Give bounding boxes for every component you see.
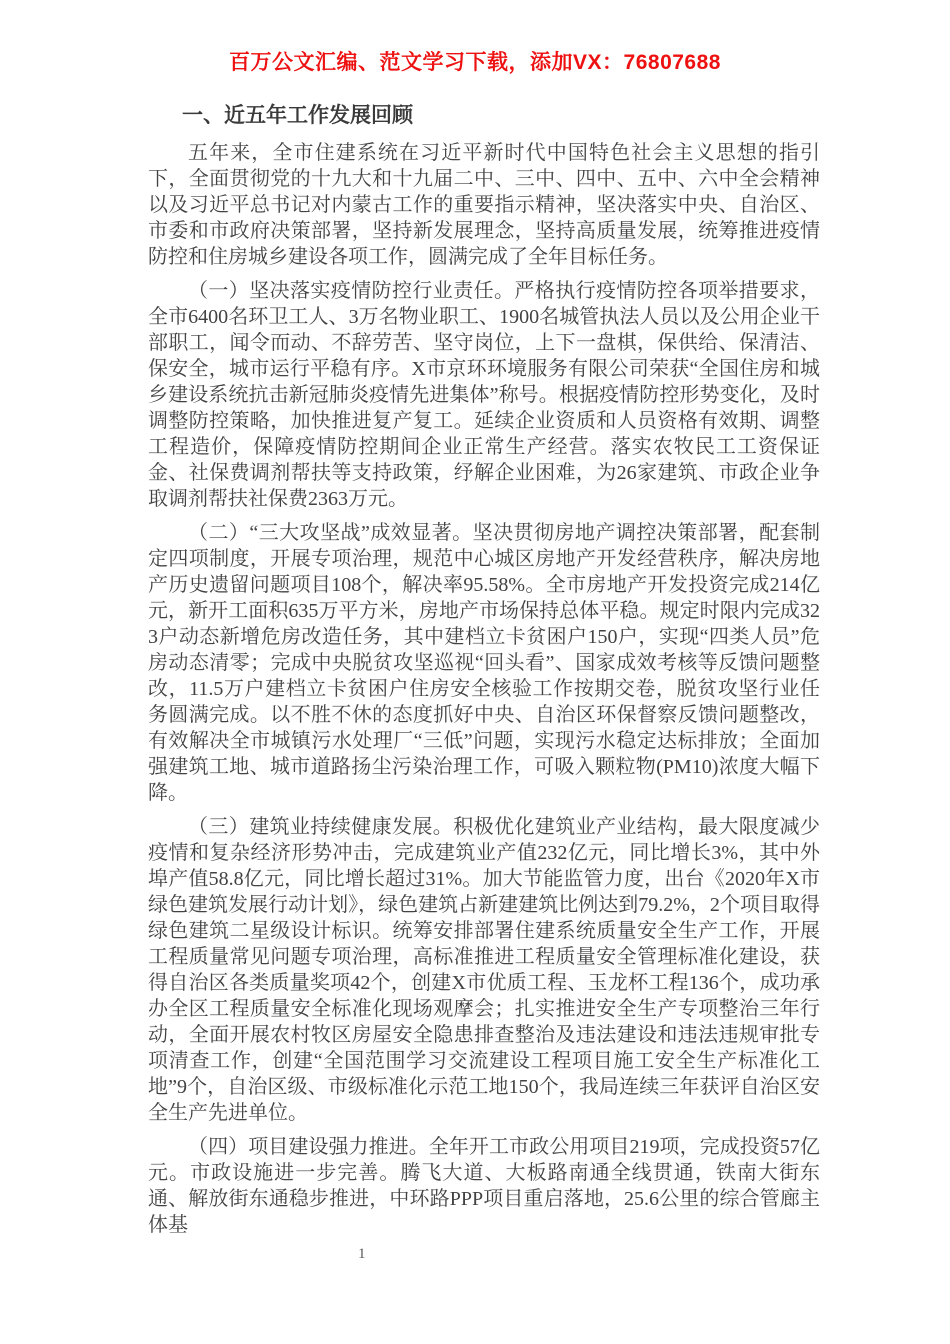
- paragraph-item-4: （四）项目建设强力推进。全年开工市政公用项目219项，完成投资57亿元。市政设施进一步完善。腾飞大道、大板路南通全线贯通，铁南大街东通、解放街东通稳步推进，中环路PPP项目重启落地，25.6公里的综合管廊主体基: [148, 1136, 820, 1236]
- paragraph-intro: 五年来，全市住建系统在习近平新时代中国特色社会主义思想的指引下，全面贯彻党的十九大和十九届二中、三中、四中、五中、六中全会精神以及习近平总书记对内蒙古工作的重要指示精神，坚决落实中央、自治区、市委和市政府决策部署，坚持新发展理念，坚持高质量发展，统筹推进疫情防控和住房城乡建设各项工作，圆满完成了全年目标任务。: [148, 142, 820, 268]
- page-number: 1: [358, 1246, 366, 1262]
- paragraph-item-3: （三）建筑业持续健康发展。积极优化建筑业产业结构，最大限度减少疫情和复杂经济形势冲击，完成建筑业产值232亿元，同比增长3%，其中外埠产值58.8亿元，同比增长超过31%。加大节能监管力度，出台《2020年X市绿色建筑发展行动计划》，绿色建筑占新建建筑比例达到79.2%，2个项目取得绿色建筑二星级设计标识。统筹安排部署住建系统质量安全生产工作，开展工程质量常见问题专项治理，高标准推进工程质量安全管理标准化建设，获得自治区各类质量奖项42个，创建X市优质工程、玉龙杯工程136个，成功承办全区工程质量安全标准化现场观摩会；扎实推进安全生产专项整治三年行动，全面开展农村牧区房屋安全隐患排查整治及违法建设和违法违规审批专项清查工作，创建“全国范围学习交流建设工程项目施工安全生产标准化工地”9个，自治区级、市级标准化示范工地150个，我局连续三年获评自治区安全生产先进单位。: [148, 816, 820, 1124]
- section-heading: 一、近五年工作发展回顾: [182, 103, 413, 127]
- paragraph-item-2: （二）“三大攻坚战”成效显著。坚决贯彻房地产调控决策部署，配套制定四项制度，开展专项治理，规范中心城区房地产开发经营秩序，解决房地产历史遗留问题项目108个，解决率95.58%。全市房地产开发投资完成214亿元，新开工面积635万平方米，房地产市场保持总体平稳。规定时限内完成323户动态新增危房改造任务，其中建档立卡贫困户150户，实现“四类人员”危房动态清零；完成中央脱贫攻坚巡视“回头看”、国家成效考核等反馈问题整改，11.5万户建档立卡贫困户住房安全核验工作按期交卷，脱贫攻坚行业任务圆满完成。以不胜不休的态度抓好中央、自治区环保督察反馈问题整改，有效解决全市城镇污水处理厂“三低”问题，实现污水稳定达标排放；全面加强建筑工地、城市道路扬尘污染治理工作，可吸入颗粒物(PM10)浓度大幅下降。: [148, 522, 820, 804]
- paragraph-item-1: （一）坚决落实疫情防控行业责任。严格执行疫情防控各项举措要求，全市6400名环卫工人、3万名物业职工、1900名城管执法人员以及公用企业干部职工，闻令而动、不辞劳苦、坚守岗位，上下一盘棋，保供给、保清洁、保安全，城市运行平稳有序。X市京环环境服务有限公司荣获“全国住房和城乡建设系统抗击新冠肺炎疫情先进集体”称号。根据疫情防控形势变化，及时调整防控策略，加快推进复产复工。延续企业资质和人员资格有效期、调整工程造价，保障疫情防控期间企业正常生产经营。落实农牧民工工资保证金、社保费调剂帮扶等支持政策，纾解企业困难，为26家建筑、市政企业争取调剂帮扶社保费2363万元。: [148, 280, 820, 510]
- document-body: [148, 99, 820, 1238]
- watermark-notice: 百万公文汇编、范文学习下载，添加VX：76807688: [229, 51, 721, 74]
